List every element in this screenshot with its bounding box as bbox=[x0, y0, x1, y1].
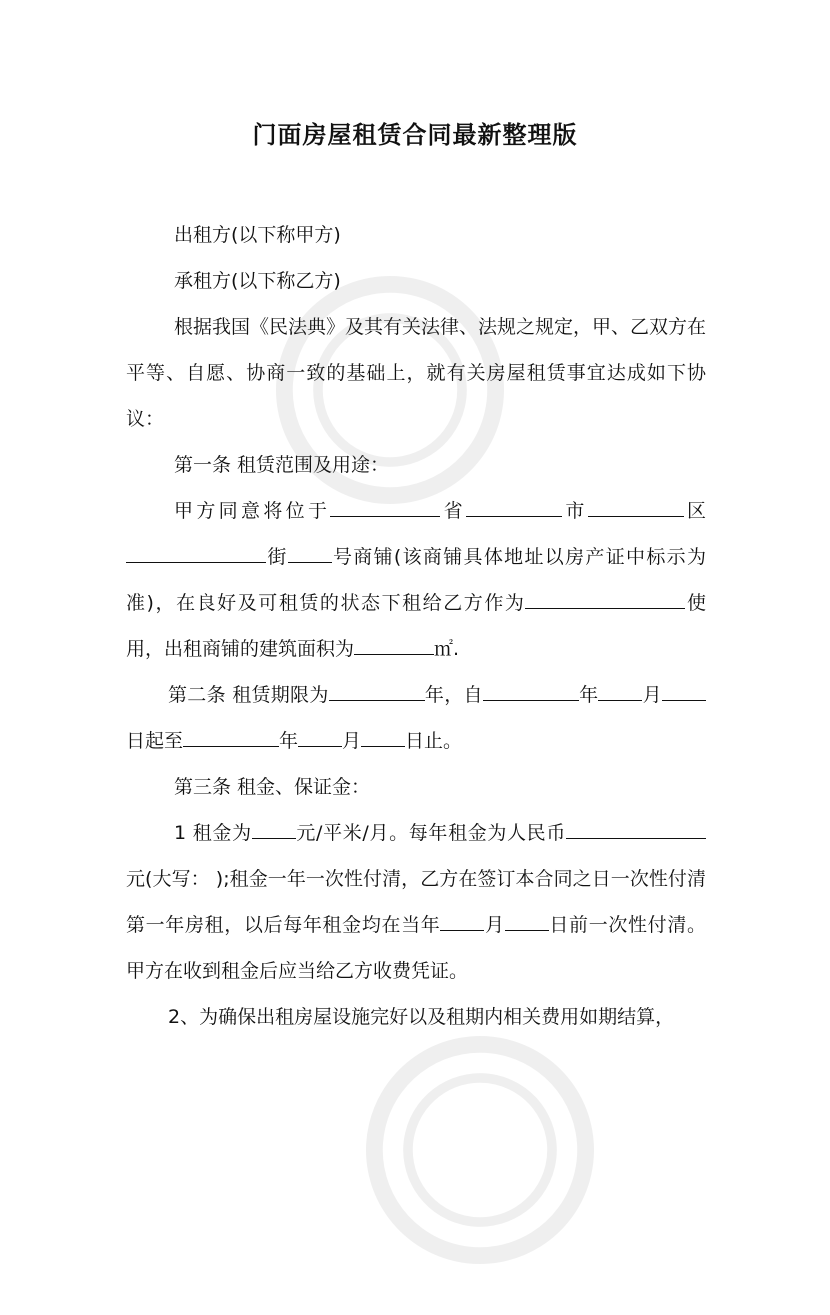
blank-field[interactable] bbox=[505, 914, 549, 931]
text-segment: 年 bbox=[578, 684, 599, 706]
text-segment: 日起至 bbox=[126, 730, 184, 752]
paragraph-lessor: 出租方(以下称甲方) bbox=[174, 224, 341, 246]
text-segment: 市 bbox=[561, 500, 588, 522]
text-segment: 元/平米/月。每年租金为人民币 bbox=[295, 822, 566, 844]
blank-field[interactable] bbox=[361, 730, 405, 747]
text-segment: 甲方同意将位于 bbox=[174, 500, 331, 522]
blank-field[interactable] bbox=[252, 822, 296, 839]
text-segment: 月 bbox=[642, 684, 662, 706]
text-segment: 元(大写： );租金一年一次性付清，乙方在签订本合同之日一次性付清第一年房租，以后每年租金均在当年 bbox=[126, 868, 706, 936]
text-segment: 第二条 租赁期限为 bbox=[168, 684, 329, 706]
text-segment: 月 bbox=[342, 730, 362, 752]
clause-1-heading: 第一条 租赁范围及用途： bbox=[174, 454, 390, 476]
text-segment: 1 租金为 bbox=[174, 822, 252, 844]
text-segment: 月 bbox=[484, 914, 505, 936]
blank-field[interactable] bbox=[298, 730, 342, 747]
clause-2-body bbox=[126, 672, 706, 764]
text-segment: 使用，出租商铺的建筑面积为 bbox=[126, 592, 706, 660]
text-segment: 年，自 bbox=[424, 684, 483, 706]
text-segment: 省 bbox=[440, 500, 466, 522]
blank-field[interactable] bbox=[330, 500, 440, 517]
blank-field[interactable] bbox=[440, 914, 484, 931]
blank-field[interactable] bbox=[329, 684, 425, 701]
blank-field[interactable] bbox=[483, 684, 579, 701]
text-segment: 区 bbox=[683, 500, 706, 522]
document-body bbox=[126, 212, 706, 1040]
blank-field[interactable] bbox=[126, 546, 266, 563]
text-segment: 年 bbox=[279, 730, 299, 752]
blank-field[interactable] bbox=[354, 638, 434, 655]
text-segment: ㎡. bbox=[434, 638, 460, 660]
blank-field[interactable] bbox=[525, 592, 685, 609]
text-segment: 日前一次性付清。甲方在收到租金后应当给乙方收费凭证。 bbox=[126, 914, 706, 982]
blank-field[interactable] bbox=[288, 546, 332, 563]
paragraph-lessee: 承租方(以下称乙方) bbox=[174, 270, 341, 292]
blank-field[interactable] bbox=[598, 684, 642, 701]
blank-field[interactable] bbox=[183, 730, 279, 747]
blank-field[interactable] bbox=[566, 822, 706, 839]
clause-1-body bbox=[126, 488, 706, 672]
text-segment: 街 bbox=[266, 546, 288, 568]
blank-field[interactable] bbox=[588, 500, 684, 517]
clause-3-heading: 第三条 租金、保证金： bbox=[174, 776, 371, 798]
text-segment: 日止。 bbox=[405, 730, 463, 752]
text-segment: 号商铺(该商铺具体地址以房产证中标示为准)，在良好及可租赁的状态下租给乙方作为 bbox=[126, 546, 706, 614]
blank-field[interactable] bbox=[662, 684, 706, 701]
clause-3-item-2: 2、为确保出租房屋设施完好以及租期内相关费用如期结算， bbox=[168, 1006, 675, 1028]
clause-3-item-1 bbox=[126, 810, 706, 994]
paragraph-preamble: 根据我国《民法典》及其有关法律、法规之规定，甲、乙双方在平等、自愿、协商一致的基础上，就有关房屋租赁事宜达成如下协议： bbox=[126, 316, 707, 430]
document-title: 门面房屋租赁合同最新整理版 bbox=[252, 121, 578, 149]
blank-field[interactable] bbox=[466, 500, 562, 517]
